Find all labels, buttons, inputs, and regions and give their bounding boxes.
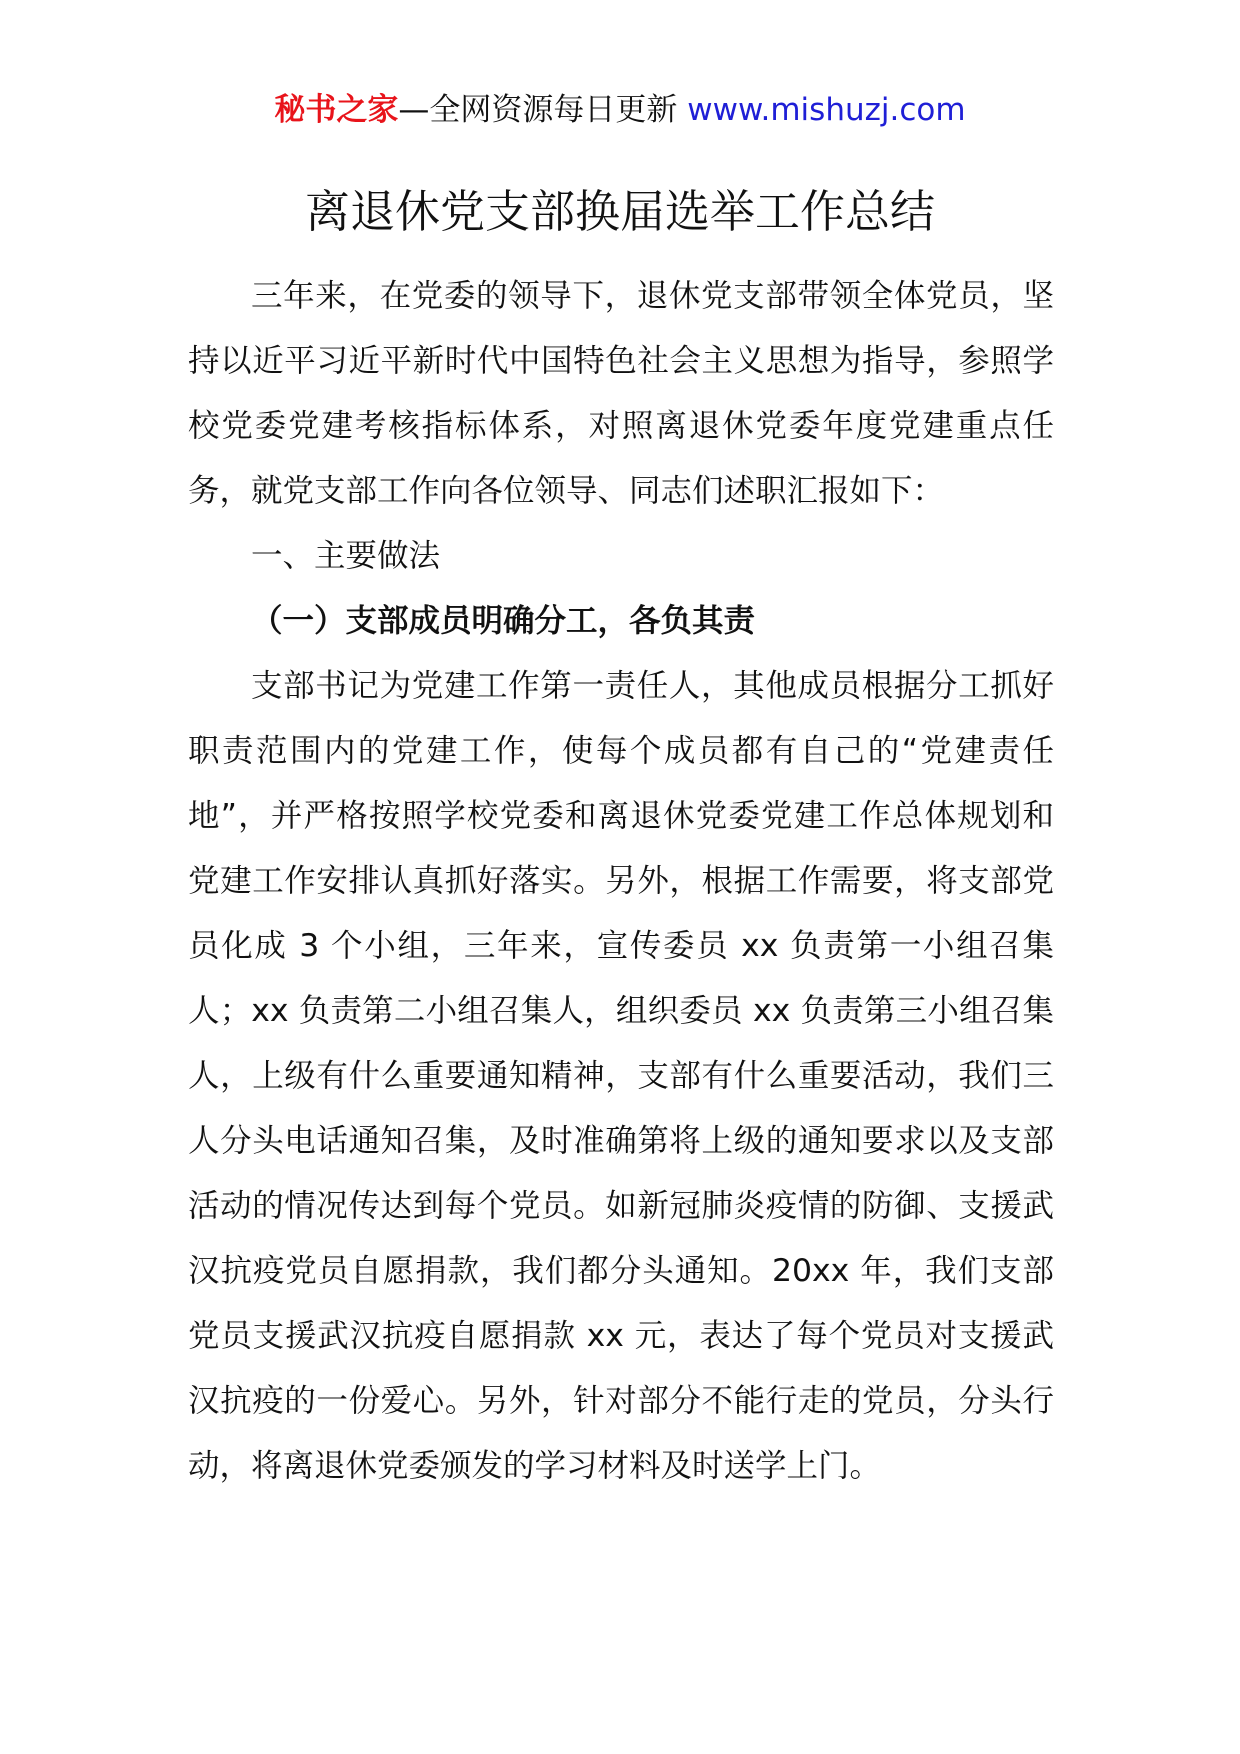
site-slogan: —全网资源每日更新 (398, 92, 678, 128)
site-header (0, 88, 1240, 132)
section-heading: 一、主要做法 (251, 538, 441, 574)
subsection-heading: （一）支部成员明确分工，各负其责 (251, 603, 756, 639)
brand-name: 秘书之家 (274, 92, 399, 128)
body-paragraph: 支部书记为党建工作第一责任人，其他成员根据分工抓好职责范围内的党建工作，使每个成员都有自己的“党建责任地”，并严格按照学校党委和离退休党委党建工作总体规划和党建工作安排认真抓好落实。另外，根据工作需要，将支部党员化成 3 个小组，三年来，宣传委员 xx 负责第一小组召集人；xx 负责第二小组召集人，组织委员 xx 负责第三小组召集人，上级有什么重要通知精神，支部有什么重要活动，我们三人分头电话通知召集，及时准确第将上级的通知要求以及支部活动的情况传达到每个党员。如新冠肺炎疫情的防御、支援武汉抗疫党员自愿捐款，我们都分头通知。20xx 年，我们支部党员支援武汉抗疫自愿捐款 xx 元，表达了每个党员对支援武汉抗疫的一份爱心。另外，针对部分不能行走的党员，分头行动，将离退休党委颁发的学习材料及时送学上门。 (188, 668, 1054, 1484)
document-body (188, 264, 1054, 1499)
site-url-link[interactable]: www.mishuzj.com (687, 92, 966, 128)
document-title: 离退休党支部换届选举工作总结 (304, 185, 935, 238)
intro-paragraph: 三年来，在党委的领导下，退休党支部带领全体党员，坚持以近平习近平新时代中国特色社会主义思想为指导，参照学校党委党建考核指标体系，对照离退休党委年度党建重点任务，就党支部工作向各位领导、同志们述职汇报如下： (188, 278, 1054, 509)
